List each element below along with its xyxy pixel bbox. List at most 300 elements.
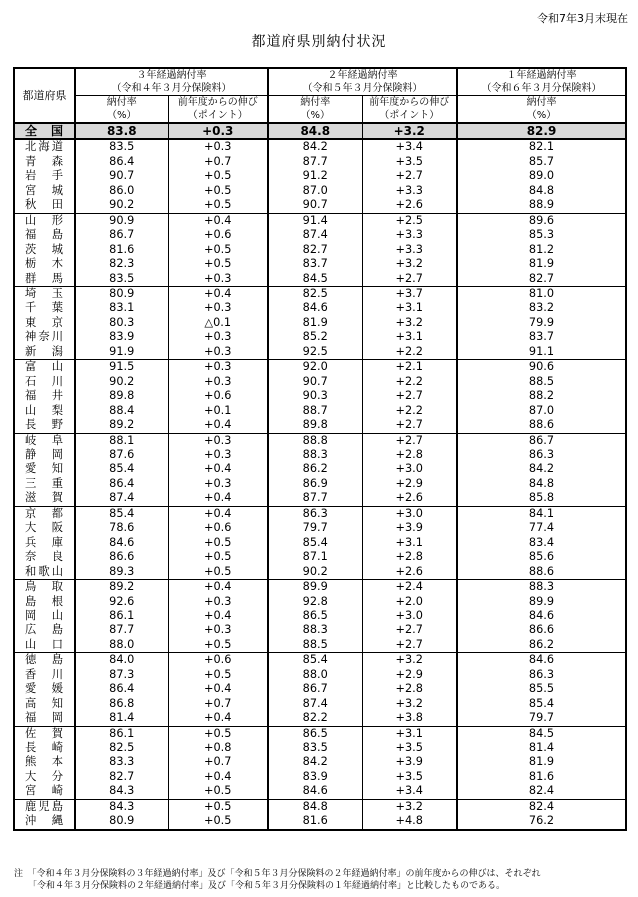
cell-rate3: 87.6 (109, 447, 135, 461)
cell-growth3: +0.6 (168, 228, 268, 242)
table-row (14, 462, 626, 476)
cell-growth2: +2.1 (362, 360, 457, 375)
cell-rate1: 85.7 (457, 155, 626, 169)
national-rate3: 83.8 (75, 123, 168, 139)
cell-rate1: 85.5 (457, 682, 626, 696)
cell-growth2: +3.9 (362, 755, 457, 769)
prefecture-name: 長野 (14, 418, 75, 433)
prefecture-name: 新潟 (14, 345, 75, 360)
prefecture-name: 愛媛 (14, 682, 75, 696)
group1-subtitle: （令和６年３月分保険料） (457, 82, 626, 96)
cell-rate3: 92.6 (109, 594, 135, 608)
prefecture-name: 富山 (14, 360, 75, 375)
cell-rate2: 82.2 (268, 711, 362, 726)
cell-rate2: 91.4 (302, 213, 328, 227)
prefecture-name: 石川 (14, 375, 75, 389)
cell-rate1: 85.8 (457, 491, 626, 506)
cell-rate3: 86.8 (109, 696, 135, 710)
cell-growth2: +3.5 (362, 770, 457, 784)
cell-rate3: 86.4 (109, 476, 135, 490)
table-row (14, 755, 626, 769)
cell-growth3: +0.3 (168, 623, 268, 637)
cell-growth2: +2.2 (362, 375, 457, 389)
cell-rate2: 85.2 (302, 330, 328, 344)
cell-rate3: 87.7 (109, 623, 135, 637)
table-row (14, 316, 626, 330)
cell-growth3: +0.8 (168, 741, 268, 755)
cell-growth2: +3.4 (362, 784, 457, 799)
cell-growth2: +2.9 (362, 668, 457, 682)
table-row (14, 198, 626, 213)
cell-growth2: +2.8 (362, 682, 457, 696)
cell-rate3: 84.0 (109, 653, 135, 667)
cell-rate1: 82.4 (457, 799, 626, 814)
cell-growth2: +2.6 (362, 565, 457, 580)
cell-rate3: 88.0 (75, 638, 168, 653)
cell-growth2: +2.9 (362, 477, 457, 491)
cell-growth3: +0.3 (168, 375, 268, 389)
prefecture-name: 岐阜 (14, 433, 75, 448)
group3-growth-unit: （ポイント） (168, 109, 268, 123)
cell-rate1: 86.3 (457, 668, 626, 682)
cell-growth3: +0.4 (168, 491, 268, 506)
prefecture-name: 沖縄 (14, 814, 75, 829)
cell-growth2: +3.3 (362, 184, 457, 198)
cell-growth3: +0.4 (168, 213, 268, 228)
cell-rate3: 84.6 (109, 535, 135, 549)
cell-growth2: +2.6 (362, 491, 457, 506)
prefecture-name: 静岡 (14, 448, 75, 462)
table-row (14, 375, 626, 389)
table-row (14, 404, 626, 418)
cell-growth3: +0.4 (168, 682, 268, 696)
cell-rate3: 80.9 (75, 814, 168, 829)
cell-growth3: +0.3 (168, 330, 268, 344)
cell-rate1: 81.9 (457, 257, 626, 271)
cell-rate3: 82.3 (109, 257, 135, 271)
cell-rate2: 84.8 (302, 799, 328, 813)
cell-rate3: 86.1 (109, 608, 135, 622)
prefecture-name: 福岡 (14, 711, 75, 726)
cell-rate2: 85.4 (302, 535, 328, 549)
cell-rate2: 86.2 (302, 462, 328, 476)
table-row (14, 609, 626, 623)
cell-growth3: +0.5 (168, 814, 268, 829)
cell-growth2: +3.2 (362, 316, 457, 330)
cell-growth3: +0.5 (168, 198, 268, 213)
cell-growth2: +2.7 (362, 623, 457, 637)
table-row (14, 595, 626, 609)
cell-rate2: 88.3 (302, 447, 328, 461)
cell-rate3: 89.8 (109, 389, 135, 403)
table-row (14, 184, 626, 198)
table-row (14, 389, 626, 403)
cell-growth3: +0.4 (168, 609, 268, 623)
cell-growth2: +3.9 (362, 521, 457, 535)
prefecture-name: 鳥取 (14, 580, 75, 595)
cell-rate1: 88.3 (457, 580, 626, 595)
cell-growth3: +0.6 (168, 653, 268, 668)
table-row (14, 169, 626, 183)
table-row (14, 243, 626, 257)
cell-rate2: 88.7 (302, 403, 328, 417)
table-row (14, 360, 626, 375)
cell-growth2: +3.5 (362, 741, 457, 755)
cell-rate3: 83.9 (109, 330, 135, 344)
prefecture-name: 秋田 (14, 198, 75, 213)
cell-rate2: 90.2 (268, 565, 362, 580)
table-row (14, 770, 626, 784)
cell-rate2: 86.5 (302, 608, 328, 622)
page-title: 都道府県別納付状況 (251, 34, 387, 50)
table-row (14, 433, 626, 448)
cell-growth2: +3.2 (362, 697, 457, 711)
cell-rate3: 86.4 (109, 154, 135, 168)
cell-rate2: 89.8 (268, 418, 362, 433)
prefecture-name: 兵庫 (14, 536, 75, 550)
prefecture-name: 香川 (14, 668, 75, 682)
cell-rate2: 92.8 (302, 594, 328, 608)
cell-growth3: +0.4 (168, 506, 268, 521)
cell-rate1: 79.7 (457, 711, 626, 726)
cell-rate2: 88.5 (268, 638, 362, 653)
prefecture-name: 島根 (14, 595, 75, 609)
national-label: 全国 (14, 123, 75, 139)
prefecture-name: 愛知 (14, 462, 75, 476)
cell-rate1: 81.2 (457, 243, 626, 257)
national-row (14, 123, 626, 139)
prefecture-name: 大阪 (14, 521, 75, 535)
cell-rate2: 87.0 (302, 183, 328, 197)
prefecture-name: 佐賀 (14, 726, 75, 741)
table-row (14, 711, 626, 726)
cell-rate1: 82.1 (457, 139, 626, 154)
table-row (14, 668, 626, 682)
cell-growth3: △0.1 (168, 316, 268, 330)
cell-rate1: 91.1 (457, 345, 626, 360)
prefecture-name: 千葉 (14, 301, 75, 315)
cell-rate3: 83.3 (109, 755, 135, 769)
prefecture-name: 和歌山 (14, 565, 75, 580)
prefecture-name: 茨城 (14, 243, 75, 257)
table-row (14, 682, 626, 696)
cell-rate2: 83.5 (302, 741, 328, 755)
prefecture-name: 徳島 (14, 653, 75, 668)
cell-rate1: 88.5 (457, 375, 626, 389)
cell-growth3: +0.3 (168, 433, 268, 448)
prefecture-name: 北海道 (14, 139, 75, 154)
report-date: 令和7年3月末現在 (537, 12, 628, 25)
cell-rate2: 87.4 (302, 696, 328, 710)
cell-growth2: +2.6 (362, 198, 457, 213)
cell-rate2: 82.7 (302, 242, 328, 256)
cell-rate3: 90.2 (75, 198, 168, 213)
cell-rate1: 84.6 (457, 609, 626, 623)
cell-rate3: 81.4 (75, 711, 168, 726)
cell-growth3: +0.5 (168, 726, 268, 741)
cell-rate3: 83.1 (109, 301, 135, 315)
cell-rate1: 86.2 (457, 638, 626, 653)
cell-rate1: 86.6 (457, 623, 626, 637)
cell-rate3: 78.6 (109, 521, 135, 535)
table-row (14, 418, 626, 433)
cell-growth3: +0.5 (168, 257, 268, 271)
prefecture-header: 都道府県 (14, 68, 75, 123)
group2-rate-header: 納付率 (268, 96, 362, 110)
cell-rate1: 84.8 (457, 184, 626, 198)
prefecture-name: 大分 (14, 770, 75, 784)
cell-rate3: 87.4 (75, 491, 168, 506)
cell-rate3: 83.5 (75, 272, 168, 287)
cell-growth3: +0.3 (168, 345, 268, 360)
cell-growth3: +0.3 (168, 301, 268, 315)
cell-rate2: 90.7 (268, 198, 362, 213)
table-row (14, 477, 626, 491)
cell-growth2: +2.7 (362, 638, 457, 653)
national-growth3: +0.3 (168, 123, 268, 139)
table-row (14, 697, 626, 711)
cell-rate3: 89.2 (75, 418, 168, 433)
cell-growth3: +0.5 (168, 638, 268, 653)
cell-growth2: +3.7 (362, 286, 457, 301)
cell-growth2: +3.0 (362, 609, 457, 623)
cell-rate3: 82.7 (109, 769, 135, 783)
cell-rate1: 85.6 (457, 550, 626, 564)
cell-rate2: 90.7 (302, 374, 328, 388)
cell-rate2: 85.4 (302, 653, 328, 667)
cell-rate3: 85.4 (109, 506, 135, 520)
cell-growth2: +2.7 (362, 169, 457, 183)
table-row (14, 799, 626, 814)
cell-rate3: 85.4 (109, 462, 135, 476)
table-row (14, 565, 626, 580)
cell-growth2: +3.1 (362, 330, 457, 344)
cell-rate1: 88.6 (457, 565, 626, 580)
cell-growth3: +0.3 (168, 360, 268, 375)
cell-rate1: 84.8 (457, 477, 626, 491)
cell-growth3: +0.5 (168, 184, 268, 198)
cell-growth3: +0.3 (168, 477, 268, 491)
cell-rate1: 88.6 (457, 418, 626, 433)
cell-growth2: +3.1 (362, 536, 457, 550)
national-rate1: 82.9 (457, 123, 626, 139)
table-row (14, 550, 626, 564)
cell-rate3: 83.5 (109, 140, 135, 154)
footnote-line-2: 「令和４年３月分保険料の２年経過納付率」及び「令和５年３月分保険料の１年経過納付率」と比較したものである。 (28, 881, 506, 891)
cell-growth3: +0.7 (168, 697, 268, 711)
prefecture-name: 山口 (14, 638, 75, 653)
table-row (14, 521, 626, 535)
cell-rate2: 92.5 (268, 345, 362, 360)
prefecture-name: 東京 (14, 316, 75, 330)
cell-growth2: +3.2 (362, 257, 457, 271)
table-row (14, 301, 626, 315)
cell-rate1: 87.0 (457, 404, 626, 418)
prefecture-name: 広島 (14, 623, 75, 637)
table-row (14, 784, 626, 799)
prefecture-name: 滋賀 (14, 491, 75, 506)
cell-rate2: 82.5 (302, 286, 328, 300)
table-row (14, 536, 626, 550)
cell-rate2: 88.3 (302, 623, 328, 637)
cell-rate2: 84.6 (268, 784, 362, 799)
table-row (14, 580, 626, 595)
cell-rate3: 86.7 (109, 228, 135, 242)
cell-rate3: 88.1 (109, 433, 135, 447)
cell-growth3: +0.4 (168, 770, 268, 784)
prefecture-name: 栃木 (14, 257, 75, 271)
table-row (14, 345, 626, 360)
prefecture-name: 青森 (14, 155, 75, 169)
table-row (14, 257, 626, 271)
cell-growth3: +0.3 (168, 272, 268, 287)
cell-rate1: 76.2 (457, 814, 626, 829)
cell-rate1: 88.9 (457, 198, 626, 213)
table-row (14, 155, 626, 169)
group3-rate-unit: （%） (75, 109, 168, 123)
prefecture-name: 山形 (14, 213, 75, 228)
group2-subtitle: （令和５年３月分保険料） (268, 82, 457, 96)
prefecture-name: 鹿児島 (14, 799, 75, 814)
prefecture-name: 福井 (14, 389, 75, 403)
cell-rate1: 84.6 (457, 653, 626, 668)
cell-rate3: 91.5 (109, 360, 135, 374)
table-row (14, 272, 626, 287)
cell-growth3: +0.5 (168, 784, 268, 799)
cell-growth2: +2.4 (362, 580, 457, 595)
cell-rate1: 83.2 (457, 301, 626, 315)
cell-growth2: +2.8 (362, 448, 457, 462)
table-row (14, 653, 626, 668)
cell-rate2: 88.8 (302, 433, 328, 447)
cell-growth3: +0.7 (168, 155, 268, 169)
table-row (14, 448, 626, 462)
cell-growth2: +2.5 (362, 213, 457, 228)
group2-growth-header: 前年度からの伸び (362, 96, 457, 110)
cell-growth2: +3.4 (362, 139, 457, 154)
cell-growth2: +2.7 (362, 389, 457, 403)
prefecture-name: 三重 (14, 477, 75, 491)
cell-rate1: 84.5 (457, 726, 626, 741)
cell-rate3: 86.0 (109, 183, 135, 197)
table-row (14, 638, 626, 653)
cell-rate2: 89.9 (302, 580, 328, 594)
cell-rate2: 84.2 (302, 755, 328, 769)
payment-rate-table (13, 67, 627, 831)
table-row (14, 213, 626, 228)
cell-growth2: +3.0 (362, 506, 457, 521)
cell-growth3: +0.5 (168, 550, 268, 564)
cell-rate1: 81.4 (457, 741, 626, 755)
cell-rate1: 85.3 (457, 228, 626, 242)
cell-growth3: +0.5 (168, 536, 268, 550)
cell-rate3: 80.3 (109, 315, 135, 329)
prefecture-name: 群馬 (14, 272, 75, 287)
prefecture-name: 奈良 (14, 550, 75, 564)
cell-rate2: 87.7 (302, 154, 328, 168)
cell-rate1: 82.7 (457, 272, 626, 287)
cell-growth2: +3.1 (362, 301, 457, 315)
cell-rate1: 84.2 (457, 462, 626, 476)
cell-rate1: 89.6 (457, 213, 626, 228)
cell-growth3: +0.4 (168, 462, 268, 476)
cell-growth2: +2.7 (362, 433, 457, 448)
cell-rate1: 83.4 (457, 536, 626, 550)
cell-rate1: 89.9 (457, 595, 626, 609)
prefecture-name: 岩手 (14, 169, 75, 183)
cell-rate3: 91.9 (75, 345, 168, 360)
national-growth2: +3.2 (362, 123, 457, 139)
cell-growth2: +3.1 (362, 726, 457, 741)
prefecture-name: 宮崎 (14, 784, 75, 799)
group3-growth-header: 前年度からの伸び (168, 96, 268, 110)
cell-rate1: 84.1 (457, 506, 626, 521)
cell-rate2: 86.9 (302, 476, 328, 490)
cell-growth2: +2.2 (362, 404, 457, 418)
cell-rate1: 81.0 (457, 286, 626, 301)
cell-rate3: 80.9 (109, 286, 135, 300)
cell-rate3: 90.2 (109, 374, 135, 388)
cell-growth3: +0.5 (168, 565, 268, 580)
prefecture-name: 福島 (14, 228, 75, 242)
cell-rate1: 90.6 (457, 360, 626, 375)
cell-rate1: 88.2 (457, 389, 626, 403)
cell-growth2: +3.3 (362, 243, 457, 257)
cell-growth3: +0.5 (168, 799, 268, 814)
cell-rate3: 86.4 (109, 682, 135, 696)
prefecture-name: 京都 (14, 506, 75, 521)
cell-growth3: +0.4 (168, 580, 268, 595)
cell-rate3: 89.2 (109, 580, 135, 594)
cell-growth2: +3.2 (362, 653, 457, 668)
cell-growth2: +3.3 (362, 228, 457, 242)
prefecture-name: 岡山 (14, 609, 75, 623)
cell-rate2: 84.5 (268, 272, 362, 287)
table-row (14, 139, 626, 154)
table-row (14, 726, 626, 741)
cell-growth3: +0.4 (168, 286, 268, 301)
cell-growth2: +3.0 (362, 462, 457, 476)
cell-growth2: +2.8 (362, 550, 457, 564)
cell-rate3: 88.4 (109, 403, 135, 417)
cell-rate2: 83.9 (302, 769, 328, 783)
prefecture-name: 長崎 (14, 741, 75, 755)
cell-rate2: 84.2 (302, 140, 328, 154)
table-row (14, 491, 626, 506)
cell-rate1: 89.0 (457, 169, 626, 183)
cell-rate3: 86.1 (109, 726, 135, 740)
cell-rate2: 81.6 (268, 814, 362, 829)
cell-rate2: 87.4 (302, 228, 328, 242)
cell-growth3: +0.1 (168, 404, 268, 418)
cell-rate2: 86.3 (302, 506, 328, 520)
table-row (14, 741, 626, 755)
prefecture-name: 埼玉 (14, 286, 75, 301)
cell-rate2: 92.0 (302, 360, 328, 374)
cell-rate1: 77.4 (457, 521, 626, 535)
cell-rate1: 82.4 (457, 784, 626, 799)
table-row (14, 330, 626, 344)
cell-rate2: 87.7 (268, 491, 362, 506)
prefecture-name: 高知 (14, 697, 75, 711)
cell-growth3: +0.5 (168, 668, 268, 682)
prefecture-name: 宮城 (14, 184, 75, 198)
cell-growth2: +3.5 (362, 155, 457, 169)
cell-rate3: 84.3 (109, 799, 135, 813)
group3-subtitle: （令和４年３月分保険料） (75, 82, 268, 96)
cell-rate3: 86.6 (109, 550, 135, 564)
footnote-line-1: 注 「令和４年３月分保険料の３年経過納付率」及び「令和５年３月分保険料の２年経過納付率」の前年度からの伸びは、それぞれ (14, 869, 541, 879)
